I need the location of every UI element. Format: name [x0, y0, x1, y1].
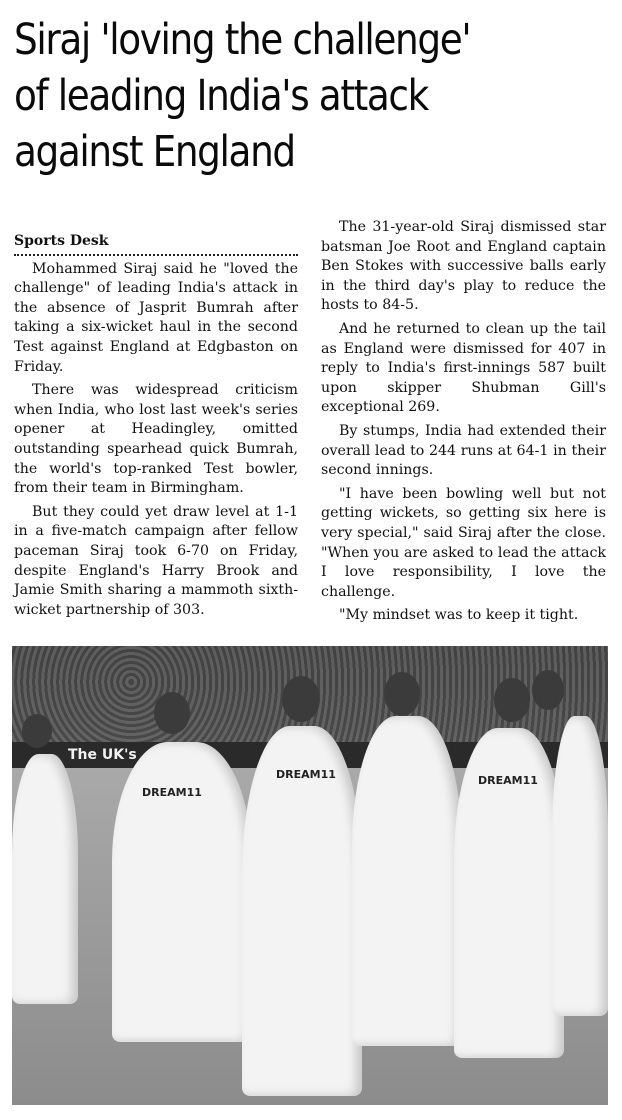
player-figure [352, 716, 462, 1046]
paragraph: And he returned to clean up the tail as England were dismissed for 407 in reply to India's first-innings 587 built upon skipper Shubman Gill's exceptional 269. [321, 320, 606, 416]
article-column-left [14, 232, 298, 624]
jersey-logo: DREAM11 [478, 774, 538, 787]
player-head [532, 670, 564, 710]
headline [14, 12, 536, 180]
paragraph: There was widespread criticism when India, who lost last week's series opener at Headingley, omitted outstanding spearhead quick Bumrah, the world's top-ranked Test bowler, from their team in Birmingham. [14, 382, 298, 497]
headline-line-2: of leading India's attack [14, 71, 428, 121]
player-head [384, 672, 420, 716]
player-head [494, 678, 530, 722]
jersey-logo: DREAM11 [142, 786, 202, 799]
paragraph: The 31-year-old Siraj dismissed star batsman Joe Root and England captain Ben Stokes with successive balls early in the third day's play to reduce the hosts to 84-5. [321, 219, 606, 314]
byline: Sports Desk [14, 232, 298, 256]
player-head [154, 692, 190, 734]
player-head [22, 714, 52, 748]
article-column-right [321, 218, 606, 630]
player-figure [242, 726, 362, 1096]
jersey-logo: DREAM11 [276, 768, 336, 781]
headline-line-3: against England [14, 127, 295, 177]
paragraph: But they could yet draw level at 1-1 in a five-match campaign after fellow paceman Siraj took 6-70 on Friday, despite England's Harry Brook and Jamie Smith sharing a mammoth sixth-wicket partnership of 303. [14, 503, 298, 618]
paragraph: "My mindset was to keep it tight. [339, 607, 579, 624]
advertising-board: The UK's [12, 742, 608, 768]
player-head [282, 676, 320, 722]
article-photo [12, 646, 608, 1105]
headline-line-1: Siraj 'loving the challenge' [14, 15, 471, 65]
paragraph: Mohammed Siraj said he "loved the challenge" of leading India's attack in the absence of Jasprit Bumrah after taking a six-wicket haul in the second Test against England at Edgbaston on Friday. [14, 260, 298, 375]
player-figure [12, 754, 78, 1004]
paragraph: "I have been bowling well but not getting wickets, so getting six here is very special," said Siraj after the close. "When you are asked to lead the attack I love responsibility, I love the challenge. [321, 485, 606, 600]
player-figure [552, 716, 608, 1016]
paragraph: By stumps, India had extended their overall lead to 244 runs at 64-1 in their second innings. [321, 422, 606, 479]
